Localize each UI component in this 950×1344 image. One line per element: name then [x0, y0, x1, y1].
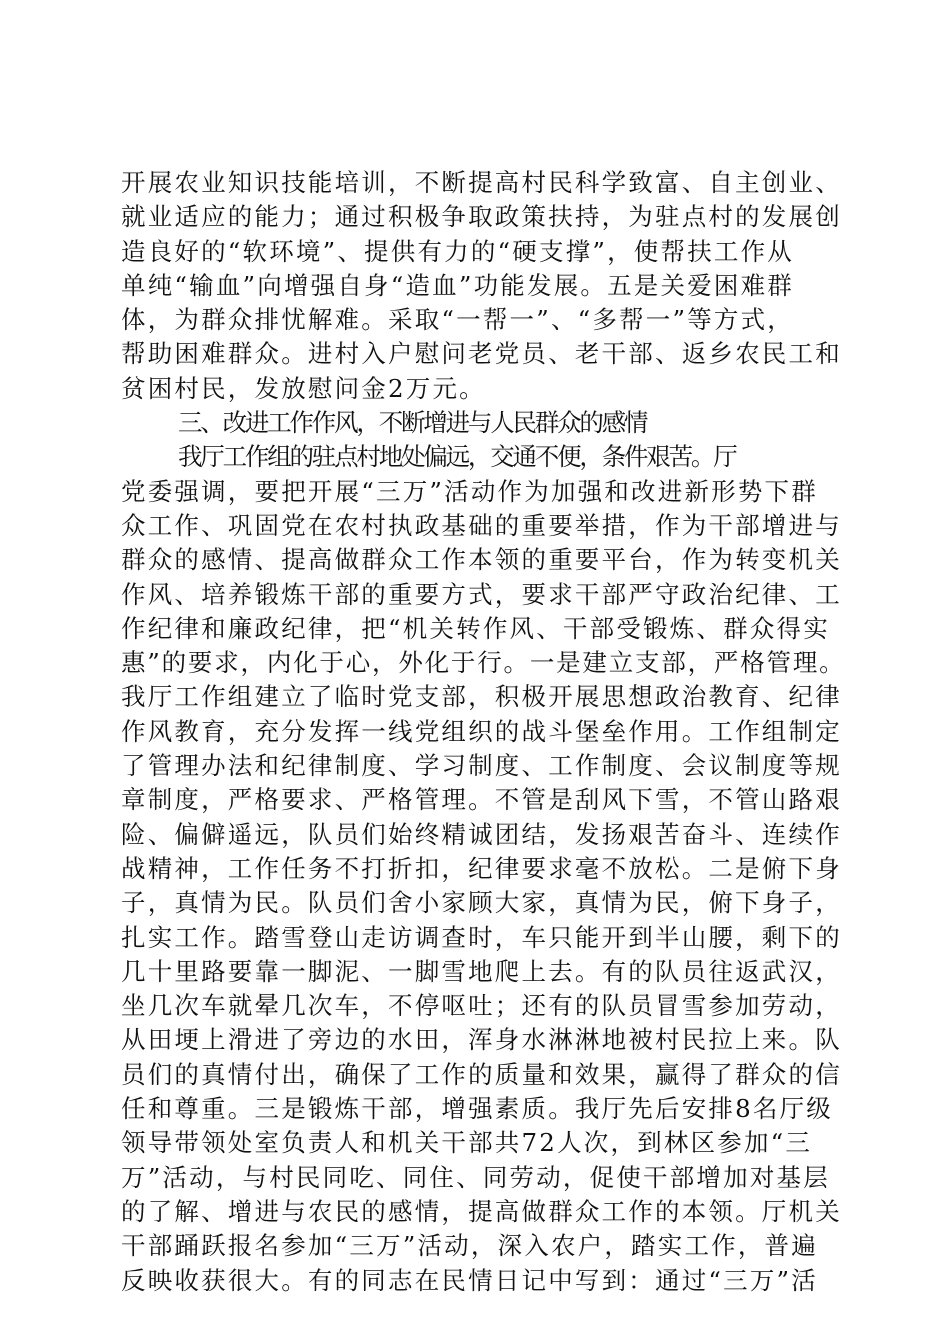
- text-line: 扎实工作。踏雪登山走访调查时，车只能开到半山腰，剩下的: [121, 922, 842, 952]
- text-line: 就业适应的能力；通过积极争取政策扶持，为驻点村的发展创: [121, 202, 842, 232]
- text-line: 的了解、增进与农民的感情，提高做群众工作的本领。厅机关: [121, 1196, 842, 1226]
- text-line: 造良好的“软环境”、提供有力的“硬支撑”，使帮扶工作从: [121, 236, 794, 266]
- text-line: 作风教育，充分发挥一线党组织的战斗堡垒作用。工作组制定: [121, 716, 842, 746]
- text-line: 领导带领处室负责人和机关干部共72人次，到林区参加“三: [121, 1128, 813, 1158]
- text-line: 反映收获很大。有的同志在民情日记中写到：通过“三万”活: [121, 1265, 818, 1295]
- text-line: 群众的感情、提高做群众工作本领的重要平台，作为转变机关: [121, 545, 842, 575]
- body-text: [121, 166, 846, 1298]
- text-line: 作纪律和廉政纪律，把“机关转作风、干部受锻炼、群众得实: [121, 613, 830, 643]
- text-line: 体，为群众排忧解难。采取“一帮一”、“多帮一”等方式，: [121, 305, 794, 335]
- text-line: 贫困村民，发放慰问金2万元。: [121, 373, 486, 403]
- text-line: 万”活动，与村民同吃、同住、同劳动，促使干部增加对基层: [121, 1162, 830, 1192]
- text-line: 任和尊重。三是锻炼干部，增强素质。我厅先后安排8名厅级: [121, 1094, 833, 1124]
- text-line: 险、偏僻遥远，队员们始终精诚团结，发扬艰苦奋斗、连续作: [121, 819, 842, 849]
- text-line: 开展农业知识技能培训，不断提高村民科学致富、自主创业、: [121, 168, 842, 197]
- text-line: 帮助困难群众。进村入户慰问老党员、老干部、返乡农民工和: [121, 339, 842, 369]
- paragraph-first-line: 我厅工作组的驻点村地处偏远，交通不便，条件艰苦。厅: [178, 442, 736, 472]
- text-line: 了管理办法和纪律制度、学习制度、工作制度、会议制度等规: [121, 751, 842, 781]
- section-heading: 三、改进工作作风，不断增进与人民群众的感情: [178, 408, 647, 438]
- text-line: 章制度，严格要求、严格管理。不管是刮风下雪，不管山路艰: [121, 785, 842, 815]
- text-line: 众工作、巩固党在农村执政基础的重要举措，作为干部增进与: [121, 510, 842, 540]
- text-line: 党委强调，要把开展“三万”活动作为加强和改进新形势下群: [121, 476, 818, 506]
- text-line: 单纯“输血”向增强自身“造血”功能发展。五是关爱困难群: [121, 270, 794, 300]
- text-line: 惠”的要求，内化于心，外化于行。一是建立支部，严格管理。: [121, 648, 846, 678]
- text-line: 员们的真情付出，确保了工作的质量和效果，赢得了群众的信: [121, 1059, 842, 1089]
- text-line: 干部踊跃报名参加“三万”活动，深入农户，踏实工作，普遍: [121, 1231, 818, 1261]
- text-line: 从田埂上滑进了旁边的水田，浑身水淋淋地被村民拉上来。队: [121, 1025, 842, 1055]
- text-line: 作风、培养锻炼干部的重要方式，要求干部严守政治纪律、工: [121, 579, 842, 609]
- text-line: 我厅工作组建立了临时党支部，积极开展思想政治教育、纪律: [121, 682, 842, 712]
- text-line: 战精神，工作任务不打折扣，纪律要求毫不放松。二是俯下身: [121, 853, 842, 883]
- text-line: 坐几次车就晕几次车，不停呕吐；还有的队员冒雪参加劳动，: [121, 991, 842, 1021]
- text-line: 子，真情为民。队员们舍小家顾大家，真情为民，俯下身子，: [121, 888, 842, 918]
- text-line: 几十里路要靠一脚泥、一脚雪地爬上去。有的队员往返武汉，: [121, 956, 842, 986]
